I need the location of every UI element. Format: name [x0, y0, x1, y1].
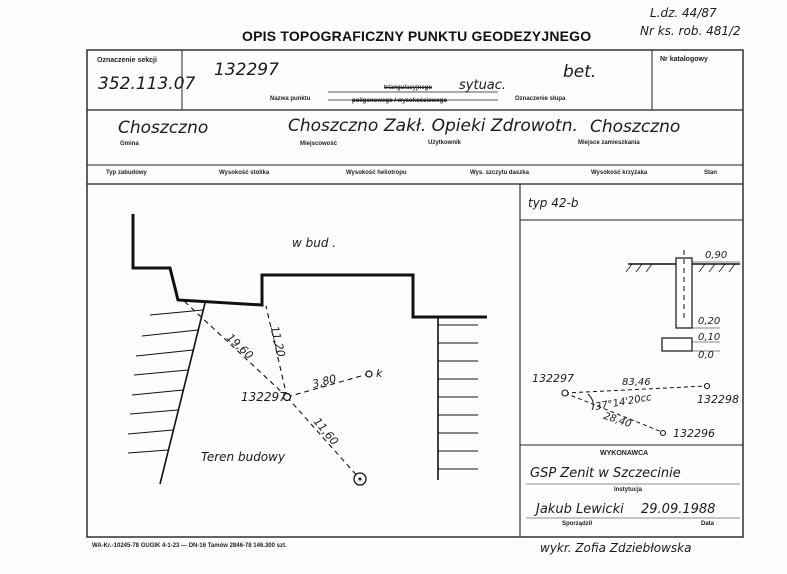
col-daszek: Wys. szczytu daszka	[470, 170, 529, 176]
dist-1120: 11,20	[267, 324, 288, 359]
side-point-132296: 132296	[673, 427, 715, 440]
col-heliotrop: Wysokość heliotropu	[346, 170, 407, 176]
zamieszkania-value: Choszczno	[590, 117, 681, 137]
typ-label: typ 42-b	[528, 196, 579, 210]
uzytkownik-value: Zakł. Opieki Zdrowotn.	[384, 116, 578, 136]
wykr-signature: wykr. Zofia Zdziebłowska	[540, 541, 692, 555]
val-010: 0,10	[698, 332, 721, 343]
col-stolik: Wysokość stolika	[219, 170, 270, 176]
sporzadzil-value: Jakub Lewicki	[536, 502, 624, 517]
miejscowosc-value: Choszczno	[288, 116, 379, 136]
data-label: Data	[701, 521, 715, 527]
print-info: WA-Kr.-10245-78 GUGIK 4-1-23 — DN-16 Tamów 2846-78 146.300 szt.	[92, 543, 287, 549]
side-point-132297: 132297	[532, 372, 574, 385]
dist-380: 3,80	[310, 372, 338, 391]
form-title: OPIS TOPOGRAFICZNY PUNKTU GEODEZYJNEGO	[242, 28, 592, 44]
w-bud-label: w bud .	[292, 236, 337, 250]
sytuac-value: sytuac.	[459, 78, 507, 93]
miejscowosc-label: Miejscowość	[300, 141, 338, 147]
gmina-value: Choszczno	[118, 118, 209, 138]
col-stan: Stan	[704, 170, 718, 176]
slupa-value: bet.	[563, 62, 597, 82]
zamieszkania-label: Miejsce zamieszkania	[578, 140, 640, 146]
gmina-label: Gmina	[120, 141, 139, 147]
slupa-label: Oznaczenie słupa	[515, 96, 566, 102]
dist-1160: 11,60	[310, 415, 341, 448]
sporzadzil-label: Sporządził	[562, 521, 593, 527]
val-020: 0,20	[698, 316, 721, 327]
side-angle: 37°14'20cc	[594, 392, 653, 413]
ldz-number: L.dz. 44/87	[650, 6, 717, 20]
sekcja-label: Oznaczenie sekcji	[97, 57, 157, 64]
uzytkownik-label: Użytkownik	[428, 140, 462, 146]
k-label: k	[376, 367, 383, 380]
poligon-crossed: poligonowego / wysokościowego	[352, 98, 448, 104]
col-typ: Typ zabudowy	[106, 170, 147, 176]
val-090: 0,90	[705, 250, 728, 261]
point-number: 132297	[214, 60, 279, 80]
dist-1960: 19,60	[223, 331, 256, 362]
teren-label: Teren budowy	[201, 450, 286, 464]
side-dist-2840: 28,40	[602, 410, 633, 431]
side-point-132298: 132298	[697, 393, 739, 406]
point-label: 132297	[241, 390, 287, 404]
ks-rob-number: Nr ks. rob. 481/2	[640, 24, 741, 38]
sekcja-value: 352.113.07	[98, 74, 196, 94]
katalog-label: Nr katalogowy	[660, 56, 708, 63]
col-krzyzak: Wysokość krzyżaka	[591, 170, 648, 176]
nazwa-label: Nazwa punktu	[270, 96, 311, 102]
data-value: 29.09.1988	[641, 502, 716, 517]
instytucja-label: Instytucja	[614, 487, 643, 493]
wykonawca-label: WYKONAWCA	[600, 450, 649, 457]
triang-crossed: triangulacyjnego	[384, 85, 433, 91]
instytucja-value: GSP Zenit w Szczecinie	[530, 466, 681, 481]
val-00: 0,0	[698, 350, 714, 361]
side-dist-8346: 83,46	[622, 377, 651, 388]
